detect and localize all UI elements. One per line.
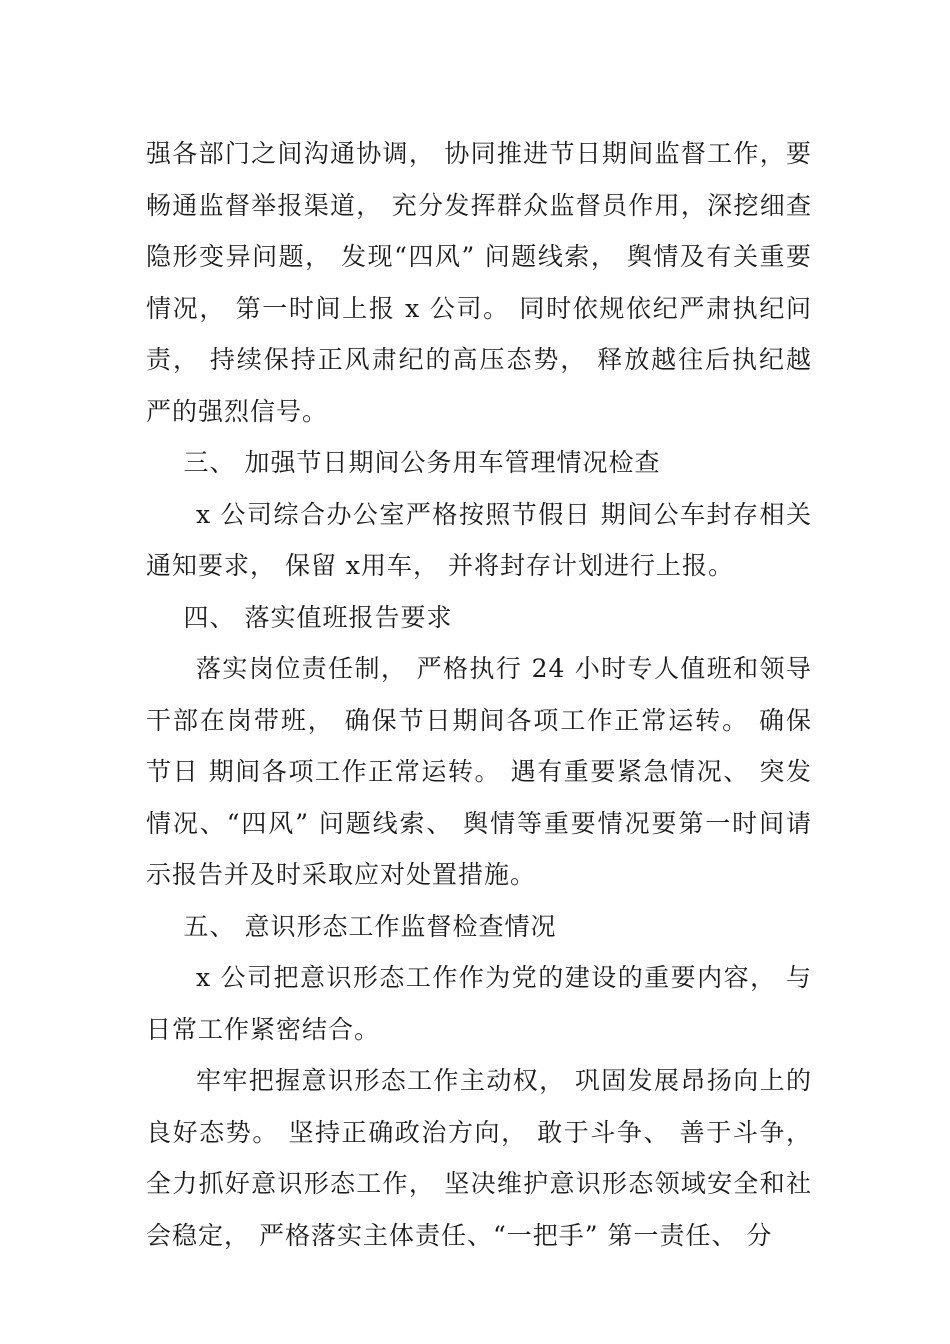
- paragraph-ideology-detail: 牢牢把握意识形态工作主动权， 巩固发展昂扬向上的良好态势。 坚持正确政治方向， 敢于斗争、 善于斗争，全力抓好意识形态工作， 坚决维护意识形态领域安全和社会稳定， 严格落实主体责任、“一把手” 第一责任、 分: [146, 1066, 812, 1250]
- paragraph-continuation: 强各部门之间沟通协调， 协同推进节日期间监督工作，要畅通监督举报渠道， 充分发挥群众监督员作用，深挖细查隐形变异问题， 发现“四风” 问题线索， 舆情及有关重要情况， 第一时间上报 x 公司。 同时依规依纪严肃执纪问责， 持续保持正风肃纪的高压态势， 释放越往后执纪越严的强烈信号。: [146, 139, 812, 426]
- paragraph-vehicle-management: x 公司综合办公室严格按照节假日 期间公车封存相关通知要求， 保留 x用车， 并将封存计划进行上报。: [146, 499, 812, 580]
- section-heading-3: 三、 加强节日期间公务用车管理情况检查: [183, 448, 661, 477]
- section-heading-5: 五、 意识形态工作监督检查情况: [183, 911, 557, 941]
- section-heading-4: 四、 落实值班报告要求: [183, 602, 453, 632]
- document-body: [146, 128, 812, 1261]
- paragraph-ideology-intro: x 公司把意识形态工作作为党的建设的重要内容， 与日常工作紧密结合。: [146, 963, 812, 1044]
- paragraph-duty-report: 落实岗位责任制， 严格执行 24 小时专人值班和领导干部在岗带班， 确保节日期间各项工作正常运转。 确保节日 期间各项工作正常运转。 遇有重要紧急情况、 突发情况、“四风” 问题线索、 舆情等重要情况要第一时间请示报告并及时采取应对处置措施。: [146, 654, 812, 889]
